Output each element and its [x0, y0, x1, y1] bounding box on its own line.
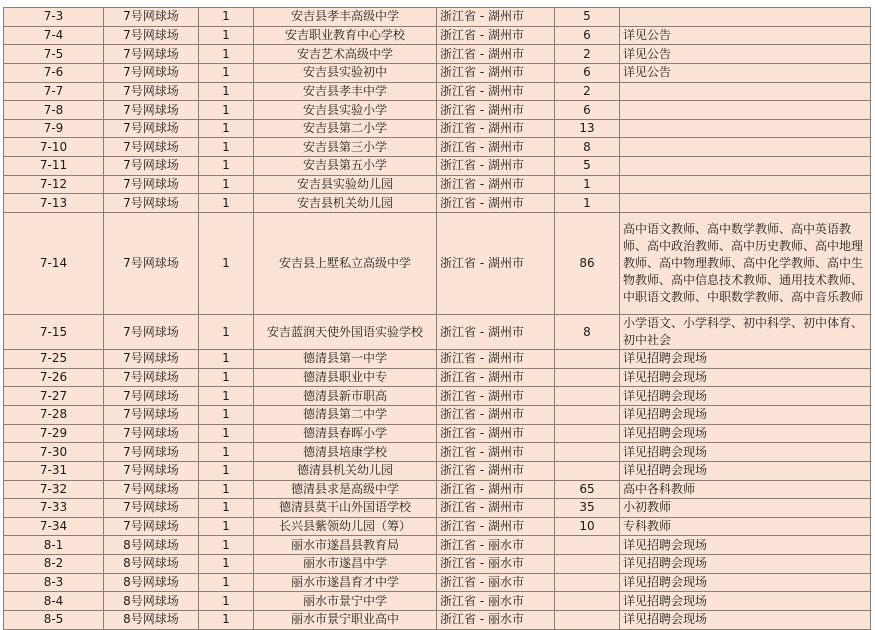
- table-row: [4, 157, 871, 176]
- table-row: [4, 194, 871, 213]
- booth-id-cell: 7-29: [4, 424, 104, 443]
- school-name-cell: 安吉县第五小学: [254, 157, 437, 176]
- booth-id-cell: 7-9: [4, 119, 104, 138]
- count-cell: 1: [199, 536, 254, 555]
- booth-id-cell: 7-7: [4, 82, 104, 101]
- positions-cell: [555, 424, 620, 443]
- school-name-cell: 德清县机关幼儿园: [254, 461, 437, 480]
- table-row: [4, 461, 871, 480]
- positions-cell: 6: [555, 101, 620, 120]
- booth-id-cell: 8-4: [4, 592, 104, 611]
- table-row: [4, 555, 871, 574]
- note-cell: 详见招聘会现场: [620, 536, 871, 555]
- region-cell: 浙江省 - 湖州市: [437, 26, 555, 45]
- positions-cell: 5: [555, 8, 620, 27]
- venue-cell: 7号网球场: [104, 175, 199, 194]
- table-row: [4, 350, 871, 369]
- positions-cell: [555, 350, 620, 369]
- table-row: [4, 45, 871, 64]
- table-row: [4, 368, 871, 387]
- region-cell: 浙江省 - 湖州市: [437, 45, 555, 64]
- note-cell: 高中各科教师: [620, 480, 871, 499]
- count-cell: 1: [199, 194, 254, 213]
- booth-id-cell: 8-5: [4, 611, 104, 630]
- positions-cell: [555, 387, 620, 406]
- table-row: [4, 315, 871, 350]
- region-cell: 浙江省 - 湖州市: [437, 350, 555, 369]
- school-name-cell: 安吉职业教育中心学校: [254, 26, 437, 45]
- school-name-cell: 德清县春晖小学: [254, 424, 437, 443]
- school-name-cell: 德清县第二中学: [254, 405, 437, 424]
- venue-cell: 7号网球场: [104, 315, 199, 350]
- count-cell: 1: [199, 461, 254, 480]
- region-cell: 浙江省 - 湖州市: [437, 517, 555, 536]
- venue-cell: 7号网球场: [104, 101, 199, 120]
- school-name-cell: 德清县第一中学: [254, 350, 437, 369]
- positions-cell: 6: [555, 26, 620, 45]
- school-name-cell: 安吉县实验小学: [254, 101, 437, 120]
- venue-cell: 7号网球场: [104, 499, 199, 518]
- note-cell: [620, 175, 871, 194]
- note-cell: 小学语文、小学科学、初中科学、初中体育、初中社会: [620, 315, 871, 350]
- region-cell: 浙江省 - 湖州市: [437, 213, 555, 315]
- positions-cell: 8: [555, 315, 620, 350]
- count-cell: 1: [199, 63, 254, 82]
- note-cell: [620, 119, 871, 138]
- booth-id-cell: 7-11: [4, 157, 104, 176]
- note-cell: 详见招聘会现场: [620, 368, 871, 387]
- note-cell: [620, 8, 871, 27]
- table-row: [4, 480, 871, 499]
- region-cell: 浙江省 - 湖州市: [437, 157, 555, 176]
- region-cell: 浙江省 - 湖州市: [437, 63, 555, 82]
- region-cell: 浙江省 - 丽水市: [437, 555, 555, 574]
- region-cell: 浙江省 - 湖州市: [437, 480, 555, 499]
- note-cell: 详见招聘会现场: [620, 555, 871, 574]
- venue-cell: 8号网球场: [104, 536, 199, 555]
- venue-cell: 7号网球场: [104, 443, 199, 462]
- note-cell: 小初教师: [620, 499, 871, 518]
- venue-cell: 7号网球场: [104, 82, 199, 101]
- region-cell: 浙江省 - 湖州市: [437, 194, 555, 213]
- booth-id-cell: 7-33: [4, 499, 104, 518]
- positions-cell: 2: [555, 82, 620, 101]
- school-name-cell: 安吉县孝丰中学: [254, 82, 437, 101]
- venue-cell: 7号网球场: [104, 480, 199, 499]
- positions-cell: 1: [555, 175, 620, 194]
- school-name-cell: 安吉县实验初中: [254, 63, 437, 82]
- note-cell: [620, 101, 871, 120]
- table-row: [4, 101, 871, 120]
- school-name-cell: 安吉县孝丰高级中学: [254, 8, 437, 27]
- venue-cell: 7号网球场: [104, 368, 199, 387]
- school-name-cell: 丽水市遂昌中学: [254, 555, 437, 574]
- positions-cell: 13: [555, 119, 620, 138]
- count-cell: 1: [199, 592, 254, 611]
- note-cell: 专科教师: [620, 517, 871, 536]
- table-row: [4, 517, 871, 536]
- booth-id-cell: 7-34: [4, 517, 104, 536]
- booth-id-cell: 7-28: [4, 405, 104, 424]
- school-name-cell: 安吉县上墅私立高级中学: [254, 213, 437, 315]
- positions-cell: [555, 368, 620, 387]
- count-cell: 1: [199, 101, 254, 120]
- booth-id-cell: 8-3: [4, 573, 104, 592]
- region-cell: 浙江省 - 湖州市: [437, 175, 555, 194]
- table-row: [4, 424, 871, 443]
- school-name-cell: 安吉县实验幼儿园: [254, 175, 437, 194]
- venue-cell: 7号网球场: [104, 517, 199, 536]
- table-row: [4, 138, 871, 157]
- note-cell: 详见招聘会现场: [620, 592, 871, 611]
- positions-cell: 5: [555, 157, 620, 176]
- venue-cell: 7号网球场: [104, 157, 199, 176]
- school-name-cell: 丽水市遂昌育才中学: [254, 573, 437, 592]
- table-row: [4, 213, 871, 315]
- count-cell: 1: [199, 213, 254, 315]
- venue-cell: 7号网球场: [104, 194, 199, 213]
- booth-id-cell: 7-26: [4, 368, 104, 387]
- region-cell: 浙江省 - 湖州市: [437, 119, 555, 138]
- note-cell: 详见公告: [620, 26, 871, 45]
- venue-cell: 8号网球场: [104, 573, 199, 592]
- recruitment-table: [3, 7, 871, 630]
- region-cell: 浙江省 - 湖州市: [437, 387, 555, 406]
- school-name-cell: 德清县莫干山外国语学校: [254, 499, 437, 518]
- note-cell: 详见招聘会现场: [620, 387, 871, 406]
- positions-cell: 65: [555, 480, 620, 499]
- region-cell: 浙江省 - 湖州市: [437, 499, 555, 518]
- booth-id-cell: 7-5: [4, 45, 104, 64]
- count-cell: 1: [199, 315, 254, 350]
- positions-cell: 10: [555, 517, 620, 536]
- positions-cell: [555, 443, 620, 462]
- school-name-cell: 安吉艺术高级中学: [254, 45, 437, 64]
- booth-id-cell: 8-1: [4, 536, 104, 555]
- positions-cell: 2: [555, 45, 620, 64]
- school-name-cell: 德清县职业中专: [254, 368, 437, 387]
- note-cell: 详见招聘会现场: [620, 405, 871, 424]
- table-row: [4, 536, 871, 555]
- school-name-cell: 德清县新市职高: [254, 387, 437, 406]
- positions-cell: [555, 405, 620, 424]
- positions-cell: 1: [555, 194, 620, 213]
- table-row: [4, 63, 871, 82]
- venue-cell: 7号网球场: [104, 213, 199, 315]
- count-cell: 1: [199, 443, 254, 462]
- booth-id-cell: 7-30: [4, 443, 104, 462]
- venue-cell: 7号网球场: [104, 119, 199, 138]
- booth-id-cell: 7-12: [4, 175, 104, 194]
- region-cell: 浙江省 - 湖州市: [437, 443, 555, 462]
- school-name-cell: 长兴县紫领幼儿园（筹）: [254, 517, 437, 536]
- venue-cell: 7号网球场: [104, 387, 199, 406]
- count-cell: 1: [199, 138, 254, 157]
- venue-cell: 8号网球场: [104, 592, 199, 611]
- region-cell: 浙江省 - 湖州市: [437, 101, 555, 120]
- count-cell: 1: [199, 611, 254, 630]
- count-cell: 1: [199, 424, 254, 443]
- region-cell: 浙江省 - 湖州市: [437, 461, 555, 480]
- note-cell: 详见公告: [620, 45, 871, 64]
- venue-cell: 7号网球场: [104, 8, 199, 27]
- positions-cell: 35: [555, 499, 620, 518]
- venue-cell: 8号网球场: [104, 555, 199, 574]
- positions-cell: 86: [555, 213, 620, 315]
- count-cell: 1: [199, 499, 254, 518]
- venue-cell: 7号网球场: [104, 424, 199, 443]
- note-cell: [620, 194, 871, 213]
- table-row: [4, 573, 871, 592]
- region-cell: 浙江省 - 湖州市: [437, 138, 555, 157]
- count-cell: 1: [199, 368, 254, 387]
- positions-cell: 8: [555, 138, 620, 157]
- table-row: [4, 82, 871, 101]
- note-cell: 详见招聘会现场: [620, 350, 871, 369]
- booth-id-cell: 7-25: [4, 350, 104, 369]
- note-cell: 详见公告: [620, 63, 871, 82]
- venue-cell: 8号网球场: [104, 611, 199, 630]
- booth-id-cell: 7-27: [4, 387, 104, 406]
- region-cell: 浙江省 - 丽水市: [437, 536, 555, 555]
- region-cell: 浙江省 - 湖州市: [437, 82, 555, 101]
- booth-id-cell: 7-14: [4, 213, 104, 315]
- count-cell: 1: [199, 157, 254, 176]
- table-row: [4, 387, 871, 406]
- booth-id-cell: 7-3: [4, 8, 104, 27]
- table-row: [4, 443, 871, 462]
- school-name-cell: 丽水市景宁中学: [254, 592, 437, 611]
- table-row: [4, 499, 871, 518]
- table-row: [4, 405, 871, 424]
- region-cell: 浙江省 - 湖州市: [437, 368, 555, 387]
- note-cell: [620, 138, 871, 157]
- note-cell: [620, 82, 871, 101]
- school-name-cell: 安吉县第二小学: [254, 119, 437, 138]
- table-row: [4, 175, 871, 194]
- count-cell: 1: [199, 573, 254, 592]
- count-cell: 1: [199, 8, 254, 27]
- venue-cell: 7号网球场: [104, 350, 199, 369]
- count-cell: 1: [199, 405, 254, 424]
- booth-id-cell: 7-13: [4, 194, 104, 213]
- booth-id-cell: 7-31: [4, 461, 104, 480]
- count-cell: 1: [199, 517, 254, 536]
- note-cell: [620, 157, 871, 176]
- school-name-cell: 安吉蓝润天使外国语实验学校: [254, 315, 437, 350]
- booth-id-cell: 7-10: [4, 138, 104, 157]
- note-cell: 详见招聘会现场: [620, 611, 871, 630]
- positions-cell: [555, 536, 620, 555]
- region-cell: 浙江省 - 丽水市: [437, 592, 555, 611]
- school-name-cell: 安吉县机关幼儿园: [254, 194, 437, 213]
- note-cell: 高中语文教师、高中数学教师、高中英语教师、高中政治教师、高中历史教师、高中地理教师、高中物理教师、高中化学教师、高中生物教师、高中信息技术教师、通用技术教师、中职语文教师、中职数学教师、高中音乐教师: [620, 213, 871, 315]
- booth-id-cell: 7-6: [4, 63, 104, 82]
- table-row: [4, 119, 871, 138]
- booth-id-cell: 7-8: [4, 101, 104, 120]
- booth-id-cell: 7-15: [4, 315, 104, 350]
- venue-cell: 7号网球场: [104, 45, 199, 64]
- school-name-cell: 德清县求是高级中学: [254, 480, 437, 499]
- positions-cell: [555, 461, 620, 480]
- region-cell: 浙江省 - 湖州市: [437, 8, 555, 27]
- count-cell: 1: [199, 555, 254, 574]
- count-cell: 1: [199, 82, 254, 101]
- venue-cell: 7号网球场: [104, 63, 199, 82]
- count-cell: 1: [199, 175, 254, 194]
- venue-cell: 7号网球场: [104, 26, 199, 45]
- positions-cell: [555, 555, 620, 574]
- booth-id-cell: 7-32: [4, 480, 104, 499]
- table-row: [4, 26, 871, 45]
- positions-cell: [555, 611, 620, 630]
- count-cell: 1: [199, 26, 254, 45]
- count-cell: 1: [199, 387, 254, 406]
- table-row: [4, 611, 871, 630]
- school-name-cell: 安吉县第三小学: [254, 138, 437, 157]
- venue-cell: 7号网球场: [104, 138, 199, 157]
- note-cell: 详见招聘会现场: [620, 573, 871, 592]
- table-row: [4, 8, 871, 27]
- count-cell: 1: [199, 350, 254, 369]
- region-cell: 浙江省 - 湖州市: [437, 424, 555, 443]
- region-cell: 浙江省 - 丽水市: [437, 573, 555, 592]
- school-name-cell: 德清县培康学校: [254, 443, 437, 462]
- venue-cell: 7号网球场: [104, 461, 199, 480]
- note-cell: 详见招聘会现场: [620, 461, 871, 480]
- note-cell: 详见招聘会现场: [620, 424, 871, 443]
- note-cell: 详见招聘会现场: [620, 443, 871, 462]
- booth-id-cell: 7-4: [4, 26, 104, 45]
- school-name-cell: 丽水市遂昌县教育局: [254, 536, 437, 555]
- booth-id-cell: 8-2: [4, 555, 104, 574]
- region-cell: 浙江省 - 湖州市: [437, 405, 555, 424]
- count-cell: 1: [199, 480, 254, 499]
- venue-cell: 7号网球场: [104, 405, 199, 424]
- count-cell: 1: [199, 119, 254, 138]
- school-name-cell: 丽水市景宁职业高中: [254, 611, 437, 630]
- count-cell: 1: [199, 45, 254, 64]
- region-cell: 浙江省 - 湖州市: [437, 315, 555, 350]
- positions-cell: 6: [555, 63, 620, 82]
- region-cell: 浙江省 - 丽水市: [437, 611, 555, 630]
- positions-cell: [555, 573, 620, 592]
